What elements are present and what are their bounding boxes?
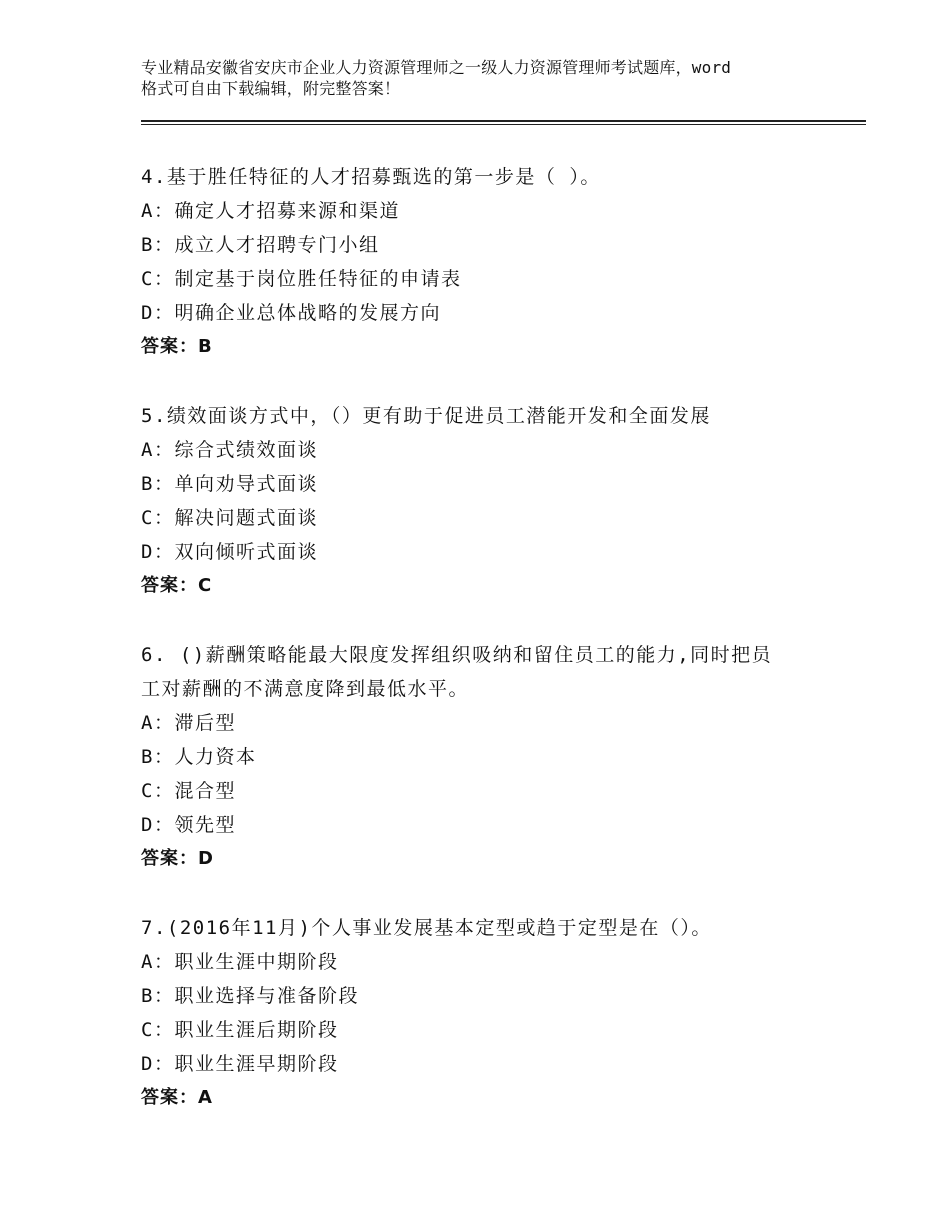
question-stem: 5.绩效面谈方式中，（）更有助于促进员工潜能开发和全面发展 bbox=[141, 405, 711, 427]
document-header bbox=[141, 57, 841, 99]
question-stem-line-1: 6. ()薪酬策略能最大限度发挥组织吸纳和留住员工的能力,同时把员 bbox=[141, 644, 773, 666]
question-4 bbox=[141, 160, 841, 364]
answer-line: 答案：B bbox=[141, 336, 213, 357]
question-5 bbox=[141, 399, 841, 603]
header-line-1: 专业精品安徽省安庆市企业人力资源管理师之一级人力资源管理师考试题库，word bbox=[141, 58, 732, 77]
option-b: B：职业选择与准备阶段 bbox=[141, 985, 359, 1007]
option-d: D：领先型 bbox=[141, 814, 236, 836]
answer-line: 答案：A bbox=[141, 1087, 213, 1108]
option-d: D：双向倾听式面谈 bbox=[141, 541, 318, 563]
option-c: C：混合型 bbox=[141, 780, 236, 802]
option-b: B：人力资本 bbox=[141, 746, 257, 768]
option-a: A：确定人才招募来源和渠道 bbox=[141, 200, 400, 222]
option-b: B：成立人才招聘专门小组 bbox=[141, 234, 380, 256]
answer-line: 答案：D bbox=[141, 848, 214, 869]
option-d: D：明确企业总体战略的发展方向 bbox=[141, 302, 441, 324]
question-stem-line-2: 工对薪酬的不满意度降到最低水平。 bbox=[141, 678, 470, 700]
option-a: A：职业生涯中期阶段 bbox=[141, 951, 339, 973]
option-d: D：职业生涯早期阶段 bbox=[141, 1053, 339, 1075]
option-b: B：单向劝导式面谈 bbox=[141, 473, 318, 495]
question-6 bbox=[141, 638, 841, 876]
option-a: A：滞后型 bbox=[141, 712, 236, 734]
question-stem: 7.(2016年11月)个人事业发展基本定型或趋于定型是在（）。 bbox=[141, 917, 712, 939]
header-divider-thin bbox=[141, 124, 866, 125]
question-stem: 4.基于胜任特征的人才招募甄选的第一步是（ ）。 bbox=[141, 166, 601, 188]
header-line-2: 格式可自由下载编辑，附完整答案！ bbox=[141, 79, 401, 98]
answer-line: 答案：C bbox=[141, 575, 213, 596]
option-a: A：综合式绩效面谈 bbox=[141, 439, 318, 461]
option-c: C：制定基于岗位胜任特征的申请表 bbox=[141, 268, 462, 290]
header-divider-thick bbox=[141, 120, 866, 122]
option-c: C：解决问题式面谈 bbox=[141, 507, 318, 529]
option-c: C：职业生涯后期阶段 bbox=[141, 1019, 339, 1041]
question-7 bbox=[141, 911, 841, 1115]
